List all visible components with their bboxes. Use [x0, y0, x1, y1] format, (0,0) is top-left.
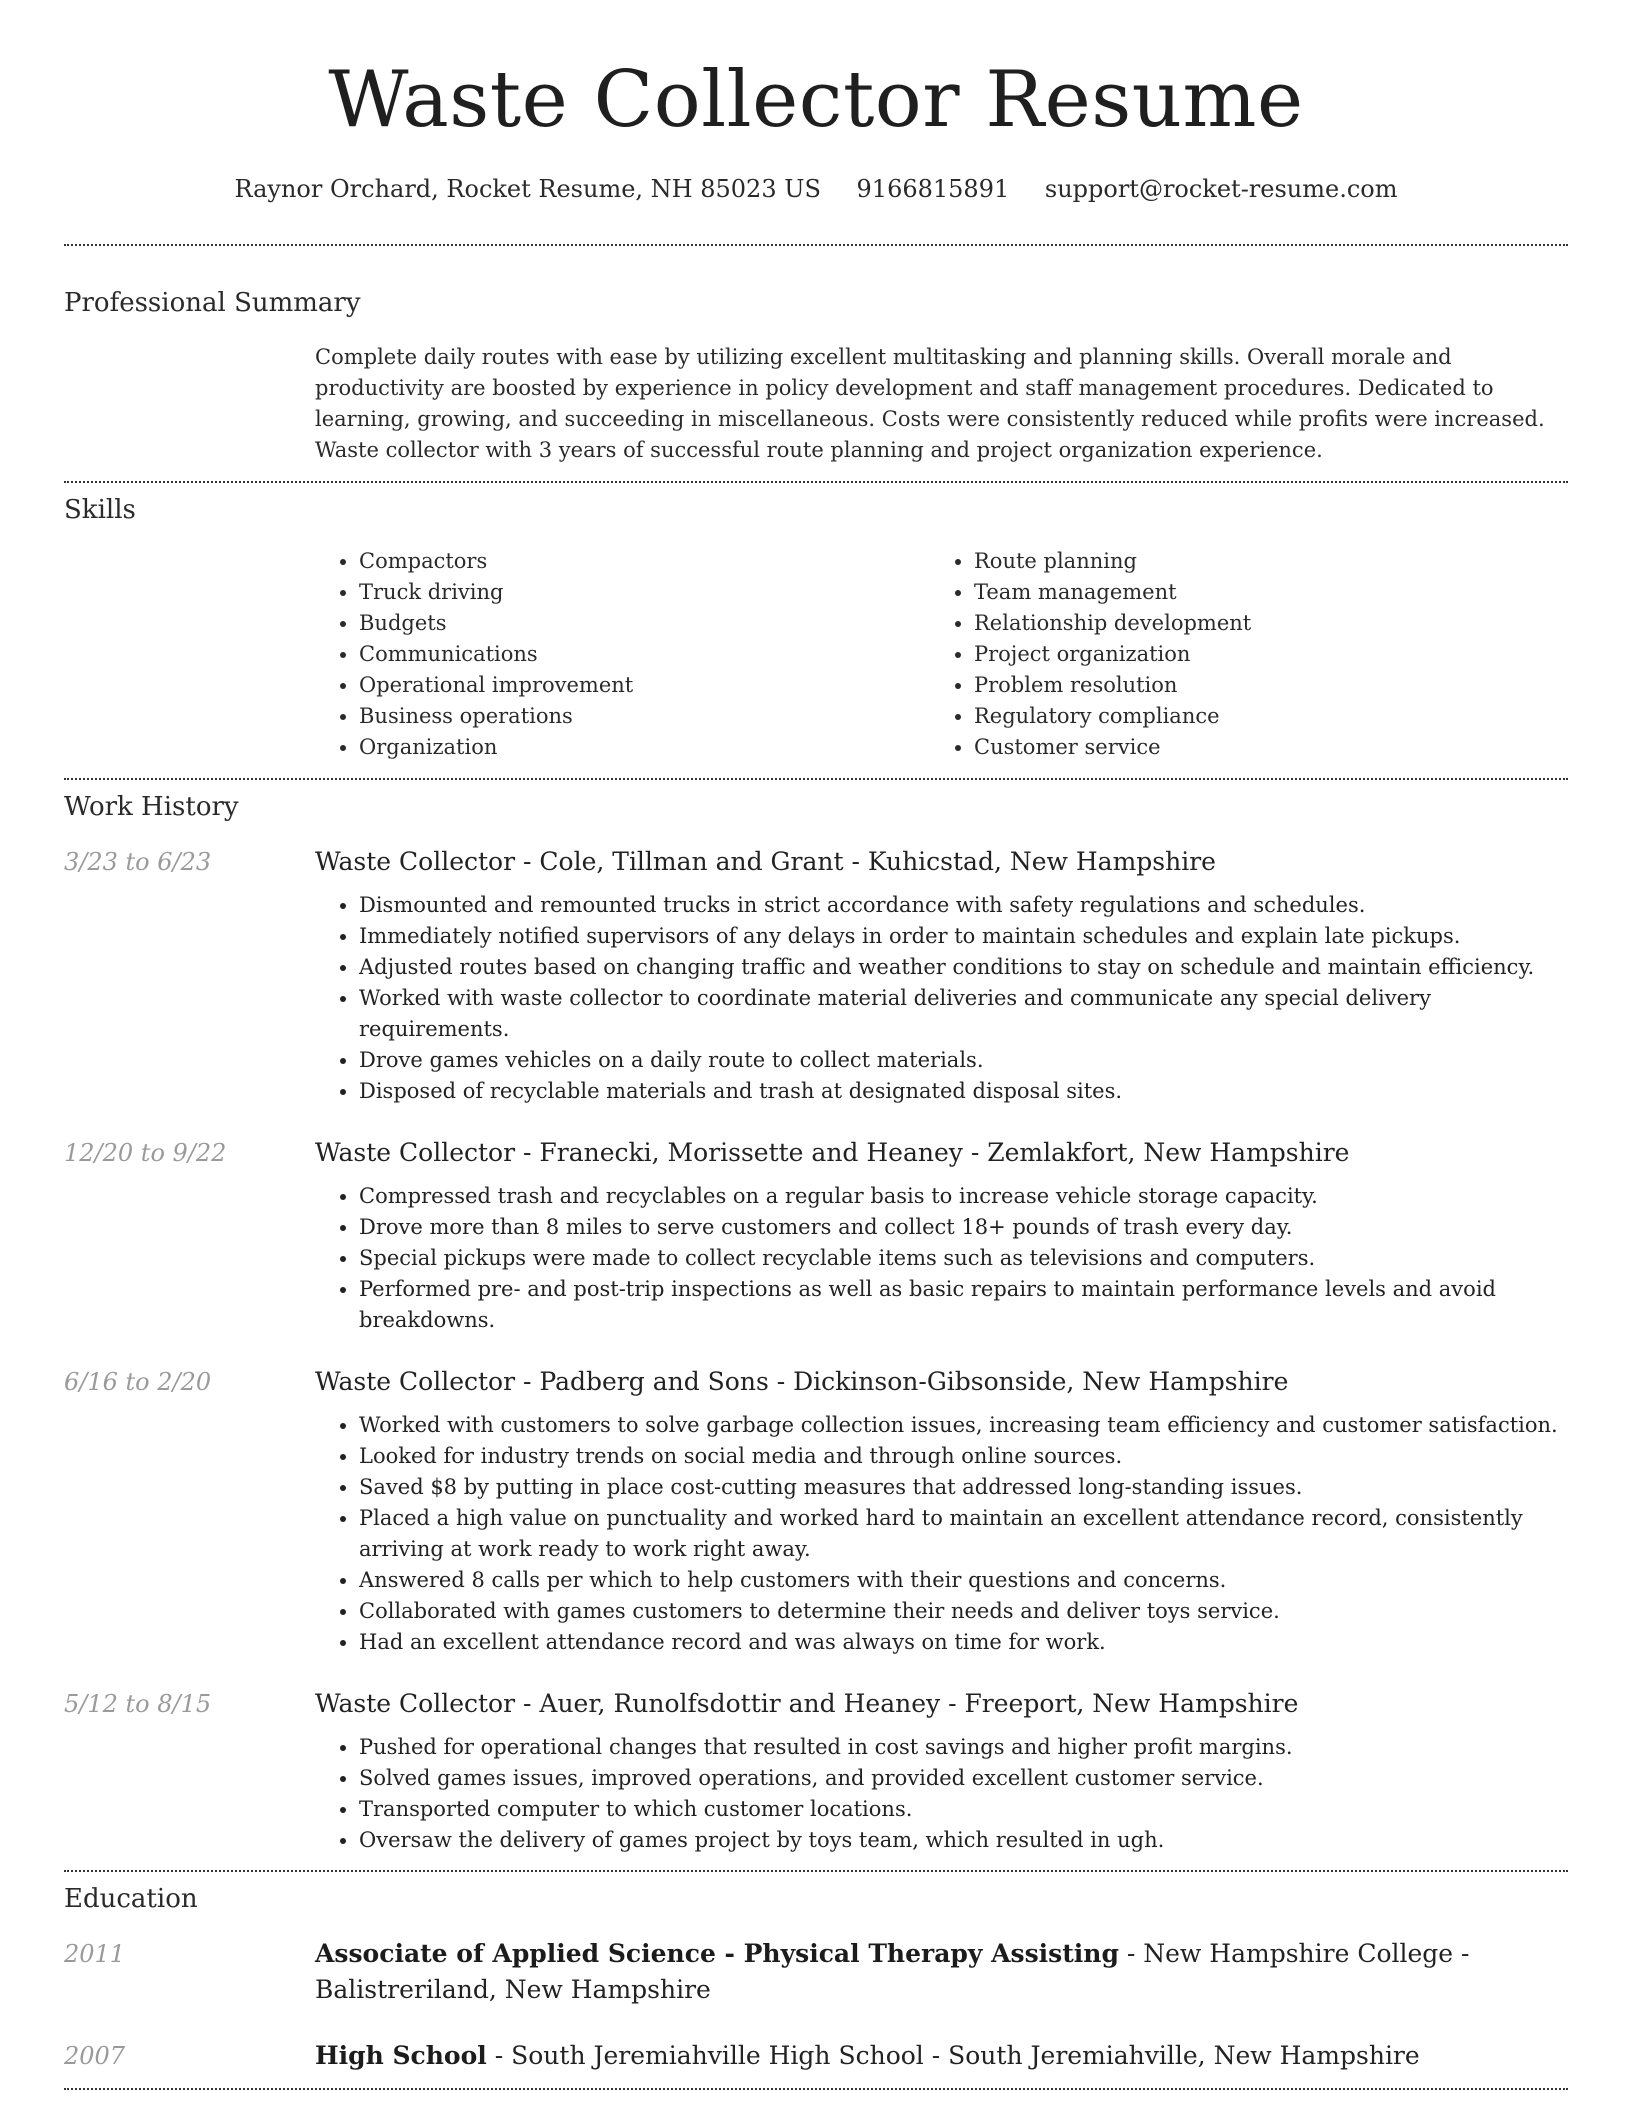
job-bullet: • Worked with customers to solve garbage collection issues, increasing team efficiency and customer satisfaction. [359, 1410, 1568, 1441]
job-entry [64, 844, 1568, 1107]
skill-item: • Business operations [359, 701, 930, 732]
job-entry [64, 1686, 1568, 1856]
summary-text: Complete daily routes with ease by utilizing excellent multitasking and planning skills. Overall morale and productivity are boosted by experience in policy development and staff management procedures. Dedicated to learning, growing, and succeeding in miscellaneous. Costs were consistently reduced while profits were increased. Waste collector with 3 years of successful route planning and project organization experience. [315, 345, 1545, 462]
job-dates: 6/16 to 2/20 [64, 1368, 212, 1396]
job-bullet: • Worked with waste collector to coordinate material deliveries and communicate any special delivery requirements. [359, 983, 1568, 1045]
summary-heading: Professional Summary [64, 288, 361, 318]
job-title: Waste Collector - Cole, Tillman and Grant - Kuhicstad, New Hampshire [315, 847, 1216, 876]
divider [64, 244, 1568, 246]
summary-section [315, 342, 1568, 466]
contact-address: Raynor Orchard, Rocket Resume, NH 85023 US [234, 175, 821, 203]
job-entry [64, 1364, 1568, 1658]
skill-item: • Regulatory compliance [974, 701, 1530, 732]
skill-item: • Communications [359, 639, 930, 670]
resume-page [64, 0, 1568, 2090]
job-bullet: • Compressed trash and recyclables on a regular basis to increase vehicle storage capacity. [359, 1181, 1568, 1212]
education-entry [64, 1936, 1568, 2008]
job-bullet: • Solved games issues, improved operations, and provided excellent customer service. [359, 1763, 1568, 1794]
job-bullet: • Looked for industry trends on social media and through online sources. [359, 1441, 1568, 1472]
job-bullet: • Had an excellent attendance record and was always on time for work. [359, 1627, 1568, 1658]
job-bullet: • Dismounted and remounted trucks in strict accordance with safety regulations and schedules. [359, 890, 1568, 921]
divider [64, 481, 1568, 483]
job-bullets [315, 1410, 1568, 1658]
education-year: 2007 [64, 2042, 126, 2070]
job-bullet: • Answered 8 calls per which to help customers with their questions and concerns. [359, 1565, 1568, 1596]
education-degree: High School [315, 2041, 487, 2070]
job-bullet: • Collaborated with games customers to determine their needs and deliver toys service. [359, 1596, 1568, 1627]
job-bullet: • Special pickups were made to collect recyclable items such as televisions and computers. [359, 1243, 1568, 1274]
skill-item: • Project organization [974, 639, 1530, 670]
education-degree: Associate of Applied Science - Physical Therapy Assisting [315, 1939, 1119, 1968]
job-bullet: • Placed a high value on punctuality and worked hard to maintain an excellent attendance record, consistently arriving at work ready to work right away. [359, 1503, 1568, 1565]
job-bullet: • Performed pre- and post-trip inspections as well as basic repairs to maintain performance levels and avoid breakdowns. [359, 1274, 1568, 1336]
skills-list-right [930, 546, 1530, 763]
job-bullet: • Oversaw the delivery of games project by toys team, which resulted in ugh. [359, 1825, 1568, 1856]
skill-item: • Operational improvement [359, 670, 930, 701]
job-dates: 5/12 to 8/15 [64, 1690, 212, 1718]
divider [64, 1870, 1568, 1872]
job-bullet: • Pushed for operational changes that resulted in cost savings and higher profit margins. [359, 1732, 1568, 1763]
resume-title: Waste Collector Resume [328, 55, 1304, 145]
job-entry [64, 1135, 1568, 1336]
skill-item: • Organization [359, 732, 930, 763]
education-year: 2011 [64, 1940, 126, 1968]
education-school: - South Jeremiahville High School - South Jeremiahville, New Hampshire [486, 2041, 1420, 2070]
skills-heading: Skills [64, 495, 136, 525]
education-heading: Education [64, 1884, 198, 1914]
skill-item: • Customer service [974, 732, 1530, 763]
skill-item: • Problem resolution [974, 670, 1530, 701]
education-details [315, 2038, 1568, 2074]
job-bullet: • Transported computer to which customer locations. [359, 1794, 1568, 1825]
work-heading: Work History [64, 792, 239, 822]
skill-item: • Route planning [974, 546, 1530, 577]
skill-item: • Team management [974, 577, 1530, 608]
job-bullet: • Immediately notified supervisors of any delays in order to maintain schedules and explain late pickups. [359, 921, 1568, 952]
skill-item: • Relationship development [974, 608, 1530, 639]
skill-item: • Truck driving [359, 577, 930, 608]
education-entry [64, 2038, 1568, 2074]
contact-phone: 9166815891 [856, 175, 1010, 203]
skills-section [315, 546, 1568, 763]
skill-item: • Compactors [359, 546, 930, 577]
job-dates: 12/20 to 9/22 [64, 1139, 227, 1167]
contact-line [64, 172, 1568, 206]
job-bullet: • Disposed of recyclable materials and trash at designated disposal sites. [359, 1076, 1568, 1107]
job-bullet: • Saved $8 by putting in place cost-cutting measures that addressed long-standing issues. [359, 1472, 1568, 1503]
education-school: - New Hampshire College - Balistreriland, New Hampshire [315, 1939, 1470, 2004]
job-bullets [315, 1732, 1568, 1856]
job-title: Waste Collector - Padberg and Sons - Dickinson-Gibsonside, New Hampshire [315, 1367, 1289, 1396]
education-details [315, 1936, 1568, 2008]
job-bullet: • Drove games vehicles on a daily route to collect materials. [359, 1045, 1568, 1076]
job-title: Waste Collector - Franecki, Morissette and Heaney - Zemlakfort, New Hampshire [315, 1138, 1350, 1167]
job-bullet: • Drove more than 8 miles to serve customers and collect 18+ pounds of trash every day. [359, 1212, 1568, 1243]
divider [64, 2088, 1568, 2090]
job-title: Waste Collector - Auer, Runolfsdottir and Heaney - Freeport, New Hampshire [315, 1689, 1299, 1718]
job-dates: 3/23 to 6/23 [64, 848, 212, 876]
divider [64, 778, 1568, 780]
skill-item: • Budgets [359, 608, 930, 639]
job-bullets [315, 1181, 1568, 1336]
job-bullets [315, 890, 1568, 1107]
skills-list-left [315, 546, 930, 763]
contact-email: support@rocket-resume.com [1044, 175, 1398, 203]
job-bullet: • Adjusted routes based on changing traffic and weather conditions to stay on schedule and maintain efficiency. [359, 952, 1568, 983]
